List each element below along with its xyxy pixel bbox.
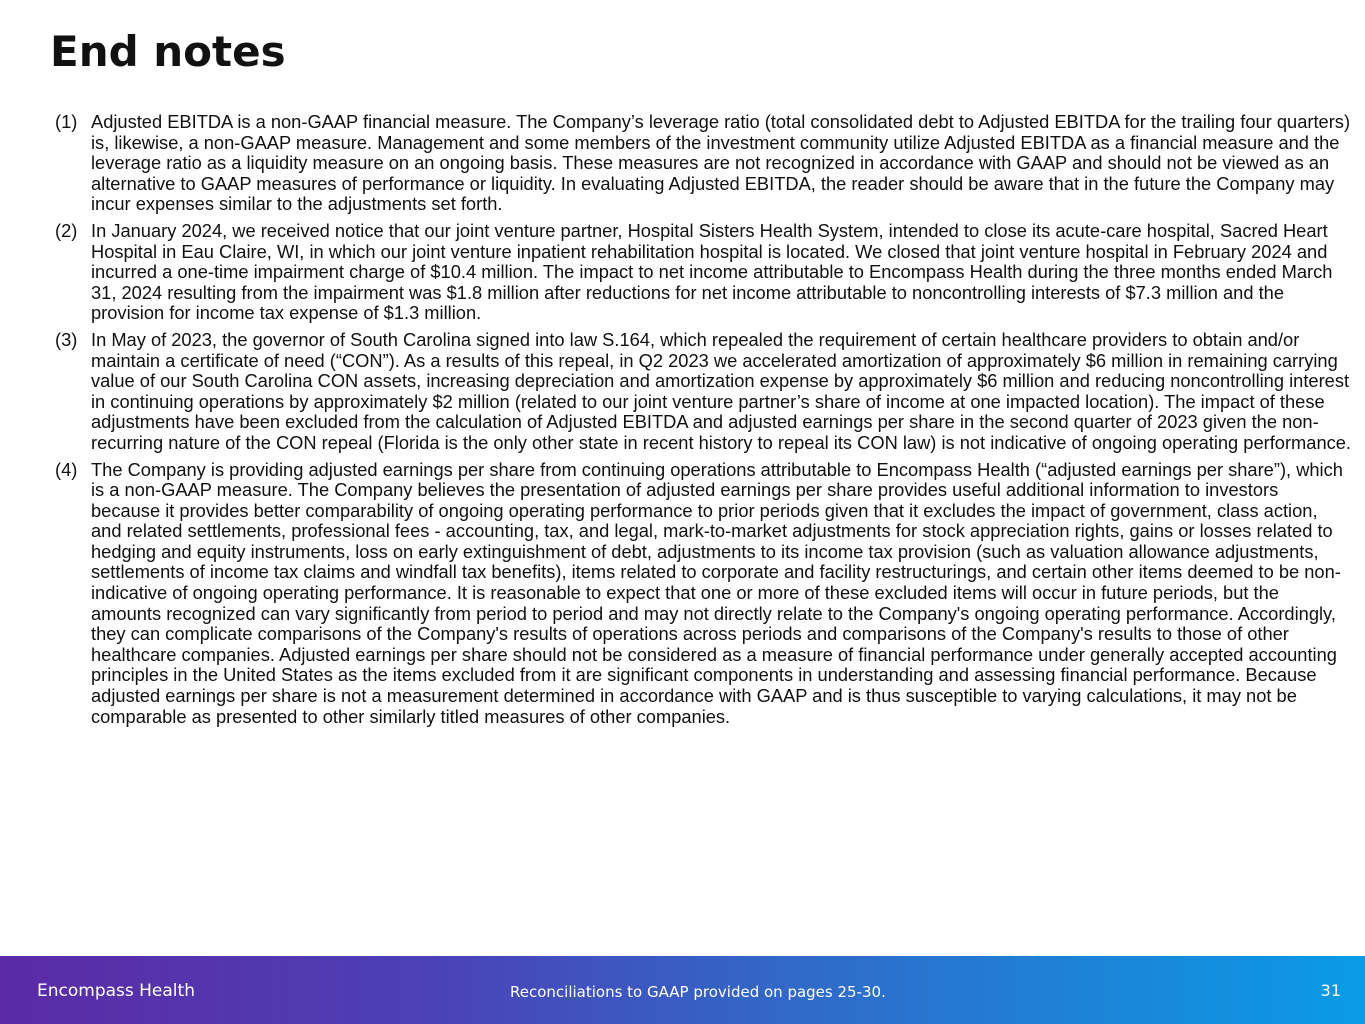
end-note-text: Adjusted EBITDA is a non-GAAP financial measure. The Company’s leverage ratio (total consolidated debt to Adjusted EBITDA for the trailing four quarters) is, likewise, a non-GAAP measure. Management and some members of the investment community utilize Adjusted EBITDA as a financial measure and the leverage ratio as a liquidity measure on an ongoing basis. These measures are not recognized in accordance with GAAP and should not be viewed as an alternative to GAAP measures of performance or liquidity. In evaluating Adjusted EBITDA, the reader should be aware that in the future the Company may incur expenses similar to the adjustments set forth. — [91, 111, 1351, 215]
end-note-number: (3) — [55, 328, 78, 350]
end-note-3 — [55, 330, 1351, 454]
end-note-number: (2) — [55, 219, 78, 241]
footer-bar — [0, 956, 1365, 1024]
page-title: End notes — [50, 27, 286, 76]
end-note-number: (1) — [55, 111, 78, 132]
footer-reconciliation-note: Reconciliations to GAAP provided on pages 25-30. — [510, 983, 886, 1001]
end-note-number: (4) — [55, 458, 78, 480]
end-note-4 — [55, 460, 1351, 728]
end-note-text: The Company is providing adjusted earnings per share from continuing operations attributable to Encompass Health (“adjusted earnings per share”), which is a non-GAAP measure. The Company believes the presentation of adjusted earnings per share provides useful additional information to investors because it provides better comparability of ongoing operating performance to prior periods given that it excludes the impact of government, class action, and related settlements, professional fees - accounting, tax, and legal, mark-to-market adjustments for stock appreciation rights, gains or losses related to hedging and equity instruments, loss on early extinguishment of debt, adjustments to its income tax provision (such as valuation allowance adjustments, settlements of income tax claims and windfall tax benefits), items related to corporate and facility restructurings, and certain other items deemed to be non-indicative of ongoing operating performance. It is reasonable to expect that one or more of these excluded items will occur in future periods, but the amounts recognized can vary significantly from period to period and may not directly relate to the Company's ongoing operating performance. Accordingly, they can complicate comparisons of the Company's results of operations across periods and comparisons of the Company's results to those of other healthcare companies. Adjusted earnings per share should not be considered as a measure of financial performance under generally accepted accounting principles in the United States as the items excluded from it are significant components in understanding and assessing financial performance. Because adjusted earnings per share is not a measurement determined in accordance with GAAP and is thus susceptible to varying calculations, it may not be comparable as presented to other similarly titled measures of other companies. — [91, 458, 1343, 727]
end-note-2 — [55, 221, 1351, 324]
end-note-text: In May of 2023, the governor of South Carolina signed into law S.164, which repealed the requirement of certain healthcare providers to obtain and/or maintain a certificate of need (“CON”). As a results of this repeal, in Q2 2023 we accelerated amortization of approximately $6 million in remaining carrying value of our South Carolina CON assets, increasing depreciation and amortization expense by approximately $6 million and reducing noncontrolling interest in continuing operations by approximately $2 million (related to our joint venture partner’s share of income at one impacted location). The impact of these adjustments have been excluded from the calculation of Adjusted EBITDA and adjusted earnings per share in the second quarter of 2023 given the non-recurring nature of the CON repeal (Florida is the only other state in recent history to repeal its CON law) is not indicative of ongoing operating performance. — [91, 328, 1351, 453]
footer-brand: Encompass Health — [37, 981, 195, 1001]
page-number: 31 — [1320, 981, 1341, 1000]
end-note-1 — [55, 112, 1351, 215]
end-notes-list — [55, 112, 1351, 733]
end-note-text: In January 2024, we received notice that our joint venture partner, Hospital Sisters Health System, intended to close its acute-care hospital, Sacred Heart Hospital in Eau Claire, WI, in which our joint venture inpatient rehabilitation hospital is located. We closed that joint venture hospital in February 2024 and incurred a one-time impairment charge of $10.4 million. The impact to net income attributable to Encompass Health during the three months ended March 31, 2024 resulting from the impairment was $1.8 million after reductions for net income attributable to noncontrolling interests of $7.3 million and the provision for income tax expense of $1.3 million. — [91, 219, 1333, 324]
